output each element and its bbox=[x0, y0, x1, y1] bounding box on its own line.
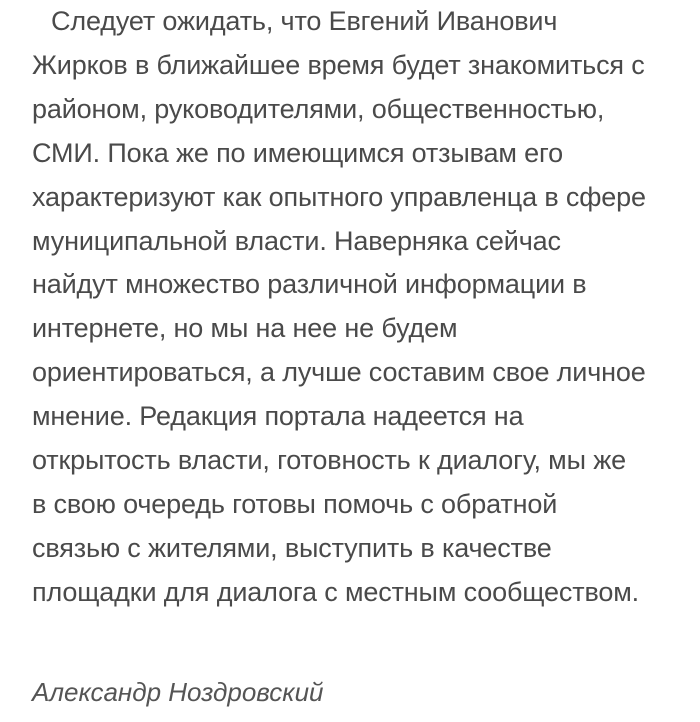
paragraph-line: муниципальной власти. Наверняка сейчас bbox=[32, 225, 561, 256]
paragraph-line: Жирков в ближайшее время будет знакомиться с bbox=[32, 49, 645, 80]
paragraph-line: открытость власти, готовность к диалогу, мы же bbox=[32, 445, 626, 476]
article-body bbox=[32, 0, 682, 615]
paragraph-line: Следует ожидать, что Евгений Иванович bbox=[51, 6, 558, 36]
paragraph-line: площадки для диалога с местным сообществом. bbox=[32, 576, 639, 607]
author-signature: Александр Ноздровский bbox=[32, 677, 324, 707]
paragraph-line: мнение. Редакция портала надеется на bbox=[32, 401, 524, 432]
article-paragraph bbox=[32, 0, 682, 615]
paragraph-line: найдут множество различной информации в bbox=[32, 269, 587, 300]
paragraph-line: в свою очередь готовы помочь с обратной bbox=[32, 488, 558, 519]
paragraph-line: СМИ. Пока же по имеющимся отзывам его bbox=[32, 137, 563, 168]
paragraph-line: районом, руководителями, общественностью, bbox=[32, 93, 605, 124]
paragraph-line: связью с жителями, выступить в качестве bbox=[32, 532, 552, 563]
paragraph-line: интернете, но мы на нее не будем bbox=[32, 313, 458, 344]
paragraph-line: характеризуют как опытного управленца в сфере bbox=[32, 181, 646, 212]
paragraph-line: ориентироваться, а лучше составим свое личное bbox=[32, 357, 646, 388]
